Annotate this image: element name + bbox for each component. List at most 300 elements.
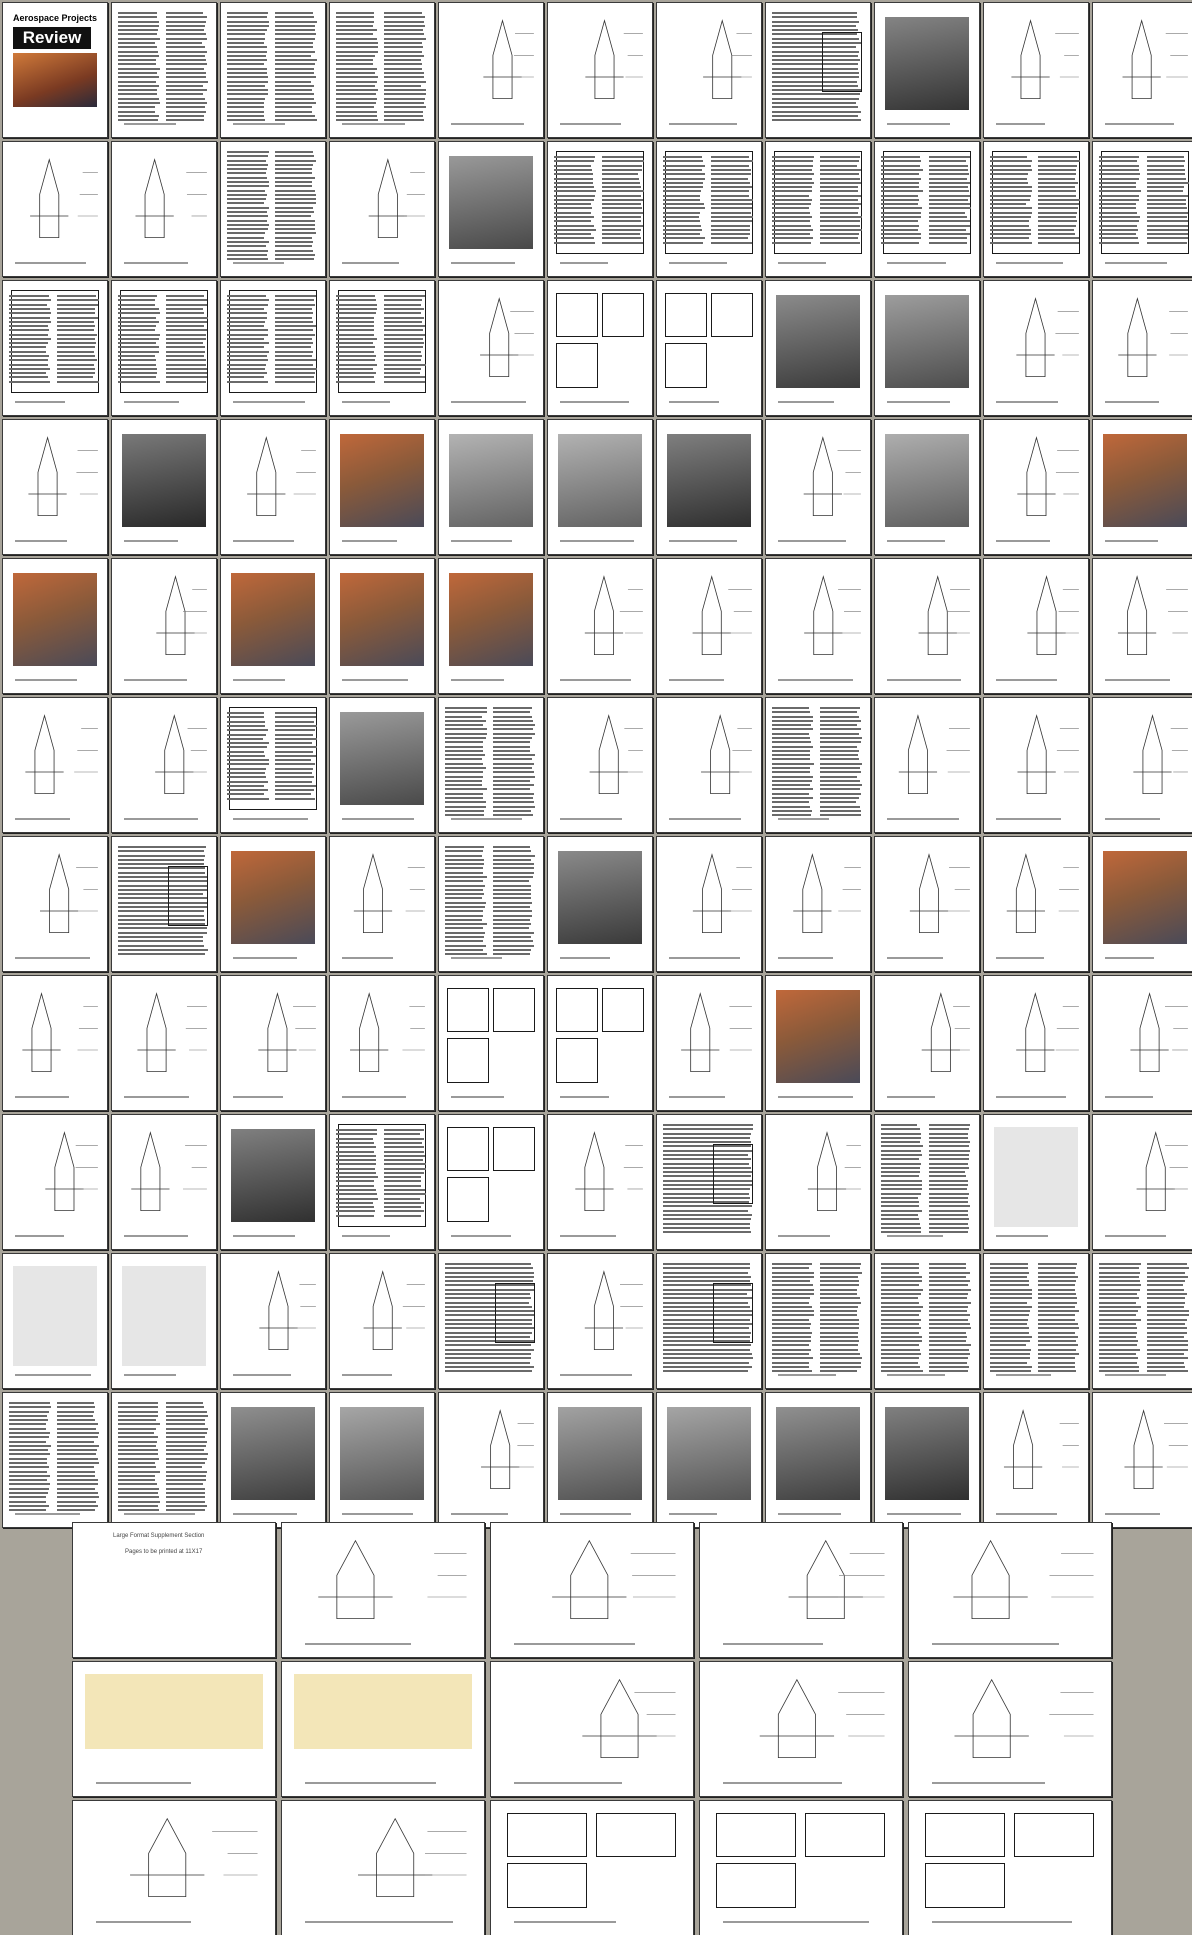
text-line: [990, 165, 1031, 167]
page-thumbnail[interactable]: [112, 837, 216, 971]
text-line: [9, 1436, 48, 1438]
page-thumbnail[interactable]: [330, 976, 434, 1110]
page-thumbnail[interactable]: [1093, 1115, 1192, 1249]
text-line: [772, 1340, 811, 1342]
text-line: [1147, 203, 1187, 205]
text-line: [1038, 1353, 1079, 1355]
page-content: [879, 424, 975, 550]
text-line: [57, 1492, 98, 1494]
page-thumbnail[interactable]: [657, 837, 761, 971]
text-line: [493, 936, 531, 938]
text-line: [9, 1483, 50, 1485]
large-format-thumbnail[interactable]: [909, 1523, 1111, 1657]
text-line: [336, 1193, 377, 1195]
page-thumbnail[interactable]: [3, 142, 107, 276]
caption-line: [560, 1513, 631, 1515]
text-line: [820, 776, 857, 778]
text-line: [57, 1505, 98, 1507]
page-thumbnail[interactable]: [330, 698, 434, 832]
text-line: [275, 63, 315, 65]
page-thumbnail[interactable]: [984, 976, 1088, 1110]
color-photo: [1103, 434, 1187, 527]
page-thumbnail[interactable]: [548, 837, 652, 971]
text-line: [166, 372, 207, 374]
text-line: [275, 763, 315, 765]
text-line: [881, 1154, 922, 1156]
text-line: [1147, 225, 1188, 227]
text-line: [384, 42, 422, 44]
page-thumbnail[interactable]: [221, 1115, 325, 1249]
text-line: [118, 372, 157, 374]
page-thumbnail[interactable]: [548, 698, 652, 832]
text-line: [1147, 1319, 1187, 1321]
page-thumbnail[interactable]: [1093, 142, 1192, 276]
page-thumbnail[interactable]: [766, 1115, 870, 1249]
text-line: [384, 1133, 421, 1135]
text-line: [772, 716, 813, 718]
text-line: [336, 89, 378, 91]
text-line: [602, 212, 643, 214]
text-line: [227, 164, 268, 166]
page-thumbnail[interactable]: [548, 3, 652, 137]
page-thumbnail[interactable]: [875, 837, 979, 971]
page-thumbnail[interactable]: [330, 3, 434, 137]
large-format-thumbnail[interactable]: [909, 1662, 1111, 1796]
text-line: [336, 115, 377, 117]
page-thumbnail[interactable]: [548, 976, 652, 1110]
page-thumbnail[interactable]: [112, 1254, 216, 1388]
text-line: [57, 304, 98, 306]
page-thumbnail[interactable]: [766, 420, 870, 554]
page-thumbnail[interactable]: [766, 281, 870, 415]
text-line: [554, 207, 592, 209]
large-format-thumbnail[interactable]: [73, 1662, 275, 1796]
text-line: [493, 750, 530, 752]
page-thumbnail[interactable]: [330, 837, 434, 971]
page-thumbnail[interactable]: [1093, 420, 1192, 554]
large-format-thumbnail[interactable]: [73, 1523, 275, 1657]
text-line: [227, 721, 264, 723]
page-thumbnail[interactable]: [766, 1393, 870, 1527]
page-thumbnail[interactable]: [657, 142, 761, 276]
text-line: [820, 767, 861, 769]
page-thumbnail[interactable]: [439, 976, 543, 1110]
page-thumbnail[interactable]: [1093, 837, 1192, 971]
large-format-thumbnail[interactable]: [700, 1801, 902, 1935]
page-thumbnail[interactable]: [875, 1393, 979, 1527]
text-line: [275, 46, 313, 48]
page-thumbnail[interactable]: [330, 420, 434, 554]
text-line: [820, 182, 861, 184]
text-line: [166, 89, 207, 91]
page-thumbnail[interactable]: [439, 420, 543, 554]
text-line: [227, 759, 269, 761]
text-line: [57, 1458, 98, 1460]
page-content: [661, 424, 757, 550]
page-thumbnail[interactable]: [221, 420, 325, 554]
page-thumbnail[interactable]: [766, 976, 870, 1110]
text-line: [57, 325, 95, 327]
page-thumbnail[interactable]: [1093, 559, 1192, 693]
page-thumbnail[interactable]: [875, 3, 979, 137]
page-thumbnail[interactable]: [984, 142, 1088, 276]
page-thumbnail[interactable]: [221, 142, 325, 276]
page-thumbnail[interactable]: [766, 837, 870, 971]
text-line: [1038, 1289, 1075, 1291]
text-line: [772, 1263, 812, 1265]
text-line: [166, 46, 206, 48]
text-line: [772, 814, 811, 816]
text-line: [445, 1280, 533, 1282]
large-format-thumbnail[interactable]: [909, 1801, 1111, 1935]
page-thumbnail[interactable]: [875, 142, 979, 276]
line-drawing: [770, 846, 866, 954]
page-thumbnail[interactable]: [984, 420, 1088, 554]
large-format-thumbnail[interactable]: [282, 1523, 484, 1657]
page-thumbnail[interactable]: [766, 1254, 870, 1388]
text-line: [275, 111, 312, 113]
text-line: [1038, 1314, 1075, 1316]
vehicle-outline: [29, 438, 67, 516]
text-line: [227, 198, 266, 200]
text-line: [929, 1297, 968, 1299]
text-line: [166, 72, 206, 74]
caption-line: [342, 540, 398, 542]
page-thumbnail[interactable]: [439, 142, 543, 276]
text-line: [227, 241, 269, 243]
page-thumbnail[interactable]: [3, 281, 107, 415]
page-thumbnail[interactable]: [330, 1115, 434, 1249]
text-line: [227, 376, 264, 378]
text-line: [929, 1344, 971, 1346]
text-line: [57, 329, 94, 331]
page-thumbnail[interactable]: [439, 1393, 543, 1527]
text-line: [227, 172, 266, 174]
page-thumbnail[interactable]: [221, 698, 325, 832]
page-thumbnail[interactable]: [548, 1115, 652, 1249]
page-thumbnail[interactable]: [221, 976, 325, 1110]
text-line: [57, 1462, 99, 1464]
page-thumbnail[interactable]: [330, 142, 434, 276]
page-thumbnail[interactable]: [984, 698, 1088, 832]
text-line: [57, 1483, 98, 1485]
page-thumbnail[interactable]: [766, 3, 870, 137]
text-line: [118, 119, 158, 121]
text-line: [166, 12, 203, 14]
page-thumbnail[interactable]: [657, 3, 761, 137]
page-thumbnail[interactable]: [439, 281, 543, 415]
bw-photo: [340, 1407, 424, 1500]
page-thumbnail[interactable]: [1093, 698, 1192, 832]
text-line: [275, 155, 314, 157]
text-line: [929, 1184, 968, 1186]
caption-line: [932, 1782, 1045, 1784]
page-thumbnail[interactable]: [439, 1254, 543, 1388]
text-line: [711, 212, 751, 214]
large-format-thumbnail[interactable]: [700, 1523, 902, 1657]
page-content: [225, 7, 321, 133]
page-thumbnail[interactable]: [221, 3, 325, 137]
page-thumbnail[interactable]: [221, 1254, 325, 1388]
text-line: [820, 1362, 861, 1364]
line-drawing: [661, 985, 757, 1093]
page-content: [225, 285, 321, 411]
page-content: [116, 424, 212, 550]
page-thumbnail[interactable]: [548, 1393, 652, 1527]
page-thumbnail[interactable]: [657, 559, 761, 693]
page-thumbnail[interactable]: [875, 1254, 979, 1388]
page-thumbnail[interactable]: [112, 420, 216, 554]
text-line: [1038, 1272, 1075, 1274]
text-line: [772, 1267, 809, 1269]
text-line: [493, 793, 534, 795]
vehicle-outline: [350, 994, 388, 1072]
page-thumbnail[interactable]: [875, 1115, 979, 1249]
vehicle-outline: [354, 855, 392, 933]
large-format-thumbnail[interactable]: [491, 1523, 693, 1657]
text-line: [275, 151, 313, 153]
caption-line: [778, 1513, 841, 1515]
text-line: [227, 33, 265, 35]
line-drawing: [552, 12, 648, 120]
text-line: [445, 724, 483, 726]
text-line: [57, 1445, 99, 1447]
page-thumbnail[interactable]: [1093, 1393, 1192, 1527]
page-thumbnail[interactable]: [657, 1393, 761, 1527]
page-thumbnail[interactable]: [439, 559, 543, 693]
vehicle-outline: [693, 855, 731, 933]
chart-panel: [716, 1863, 796, 1908]
caption-line: [996, 1235, 1048, 1237]
line-drawing: [7, 429, 103, 537]
text-line: [1038, 1362, 1075, 1364]
text-line: [493, 724, 535, 726]
text-line: [990, 1349, 1031, 1351]
text-line: [881, 182, 919, 184]
text-line: [57, 1406, 96, 1408]
page-thumbnail[interactable]: [875, 559, 979, 693]
text-line: [929, 1327, 971, 1329]
text-line: [881, 242, 919, 244]
page-thumbnail[interactable]: [1093, 1254, 1192, 1388]
text-line: [820, 1306, 858, 1308]
chart-panel: [447, 1038, 489, 1083]
page-thumbnail[interactable]: [1093, 3, 1192, 137]
large-format-thumbnail[interactable]: [491, 1801, 693, 1935]
page-thumbnail[interactable]: [439, 698, 543, 832]
page-thumbnail[interactable]: [3, 976, 107, 1110]
text-line: [166, 376, 207, 378]
line-drawing: [988, 846, 1084, 954]
page-thumbnail[interactable]: [984, 3, 1088, 137]
text-line: [57, 1509, 96, 1511]
page-thumbnail[interactable]: [657, 976, 761, 1110]
page-thumbnail[interactable]: [3, 420, 107, 554]
page-thumbnail[interactable]: [657, 420, 761, 554]
text-line: [602, 225, 643, 227]
page-thumbnail[interactable]: [221, 559, 325, 693]
page-content: [334, 7, 430, 133]
text-line: [929, 1141, 970, 1143]
color-photo: [13, 573, 97, 666]
text-line: [663, 225, 701, 227]
text-line: [990, 1280, 1029, 1282]
page-thumbnail[interactable]: [330, 1254, 434, 1388]
large-format-thumbnail[interactable]: [491, 1662, 693, 1796]
page-thumbnail[interactable]: [112, 1115, 216, 1249]
page-thumbnail[interactable]: [548, 281, 652, 415]
text-line: [9, 299, 50, 301]
page-thumbnail[interactable]: [657, 1254, 761, 1388]
text-line: [602, 182, 641, 184]
text-line: [166, 1466, 203, 1468]
caption-line: [560, 818, 622, 820]
text-line: [118, 1415, 158, 1417]
page-thumbnail[interactable]: [112, 698, 216, 832]
text-line: [554, 165, 591, 167]
line-drawing: [708, 1532, 894, 1640]
vehicle-outline: [23, 994, 61, 1072]
page-thumbnail[interactable]: [3, 1393, 107, 1527]
page-thumbnail[interactable]: [657, 281, 761, 415]
page-thumbnail[interactable]: [112, 3, 216, 137]
page-thumbnail[interactable]: [112, 976, 216, 1110]
page-content: [552, 841, 648, 967]
text-line: [384, 368, 421, 370]
caption-line: [342, 123, 405, 125]
text-line: [336, 111, 377, 113]
text-line: [493, 763, 534, 765]
text-line: [1038, 1263, 1078, 1265]
page-thumbnail[interactable]: [984, 1254, 1088, 1388]
text-line: [929, 1323, 970, 1325]
text-line: [1038, 1302, 1077, 1304]
text-line: [275, 250, 313, 252]
text-line: [166, 364, 206, 366]
text-line: [445, 806, 486, 808]
page-thumbnail[interactable]: [984, 837, 1088, 971]
page-thumbnail[interactable]: [3, 1115, 107, 1249]
page-thumbnail[interactable]: [984, 559, 1088, 693]
page-thumbnail[interactable]: [3, 3, 107, 137]
page-thumbnail[interactable]: [112, 559, 216, 693]
text-line: [1147, 212, 1188, 214]
large-format-thumbnail[interactable]: [282, 1662, 484, 1796]
page-thumbnail[interactable]: [766, 142, 870, 276]
text-line: [336, 1159, 376, 1161]
text-line: [166, 321, 207, 323]
page-thumbnail[interactable]: [112, 281, 216, 415]
page-thumbnail[interactable]: [766, 559, 870, 693]
text-line: [772, 12, 857, 14]
page-thumbnail[interactable]: [3, 559, 107, 693]
line-drawing: [290, 1810, 476, 1918]
large-format-thumbnail[interactable]: [700, 1662, 902, 1796]
page-thumbnail[interactable]: [984, 1393, 1088, 1527]
page-thumbnail[interactable]: [3, 1254, 107, 1388]
page-thumbnail[interactable]: [657, 698, 761, 832]
text-line: [1099, 1310, 1138, 1312]
text-line: [445, 1353, 531, 1355]
text-line: [820, 1370, 857, 1372]
text-line: [336, 346, 375, 348]
page-thumbnail[interactable]: [875, 281, 979, 415]
page-thumbnail[interactable]: [221, 1393, 325, 1527]
page-thumbnail[interactable]: [221, 281, 325, 415]
vehicle-outline: [1137, 1133, 1175, 1211]
caption-line: [996, 818, 1061, 820]
text-line: [275, 381, 315, 383]
text-line: [929, 237, 967, 239]
line-drawing: [225, 429, 321, 537]
text-line: [57, 1441, 94, 1443]
page-thumbnail[interactable]: [875, 420, 979, 554]
page-thumbnail[interactable]: [3, 698, 107, 832]
large-format-thumbnail[interactable]: [73, 1801, 275, 1935]
text-line: [384, 25, 425, 27]
text-line: [881, 173, 919, 175]
page-thumbnail[interactable]: [766, 698, 870, 832]
bw-photo: [449, 156, 533, 249]
page-thumbnail[interactable]: [984, 281, 1088, 415]
page-content: [225, 1258, 321, 1384]
text-line: [227, 72, 267, 74]
page-thumbnail[interactable]: [439, 1115, 543, 1249]
vehicle-outline: [919, 577, 957, 655]
text-line: [493, 945, 534, 947]
text-line: [384, 119, 424, 121]
page-thumbnail[interactable]: [548, 420, 652, 554]
page-thumbnail[interactable]: [330, 559, 434, 693]
text-line: [554, 190, 596, 192]
bw-photo: [885, 434, 969, 527]
large-format-thumbnail[interactable]: [282, 1801, 484, 1935]
page-thumbnail[interactable]: [875, 976, 979, 1110]
page-thumbnail[interactable]: [3, 837, 107, 971]
text-line: [1038, 1293, 1076, 1295]
page-thumbnail[interactable]: [1093, 281, 1192, 415]
page-thumbnail[interactable]: [221, 837, 325, 971]
text-line: [1099, 1362, 1137, 1364]
text-line: [118, 42, 155, 44]
text-line: [881, 1210, 922, 1212]
page-thumbnail[interactable]: [548, 559, 652, 693]
text-line: [275, 181, 312, 183]
page-thumbnail[interactable]: [548, 142, 652, 276]
text-line: [1099, 1276, 1139, 1278]
page-thumbnail[interactable]: [112, 142, 216, 276]
bw-photo: [558, 1407, 642, 1500]
page-thumbnail[interactable]: [984, 1115, 1088, 1249]
text-line: [663, 1141, 751, 1143]
page-thumbnail[interactable]: [439, 837, 543, 971]
page-thumbnail[interactable]: [875, 698, 979, 832]
page-content: [661, 702, 757, 828]
text-line: [1099, 1357, 1138, 1359]
page-thumbnail[interactable]: [439, 3, 543, 137]
page-thumbnail[interactable]: [330, 1393, 434, 1527]
text-line: [929, 242, 967, 244]
text-line: [384, 98, 425, 100]
text-line: [820, 1302, 861, 1304]
text-line: [9, 312, 51, 314]
page-thumbnail[interactable]: [1093, 976, 1192, 1110]
page-thumbnail[interactable]: [112, 1393, 216, 1527]
page-thumbnail[interactable]: [657, 1115, 761, 1249]
page-thumbnail[interactable]: [330, 281, 434, 415]
page-thumbnail[interactable]: [548, 1254, 652, 1388]
line-drawing: [7, 151, 103, 259]
